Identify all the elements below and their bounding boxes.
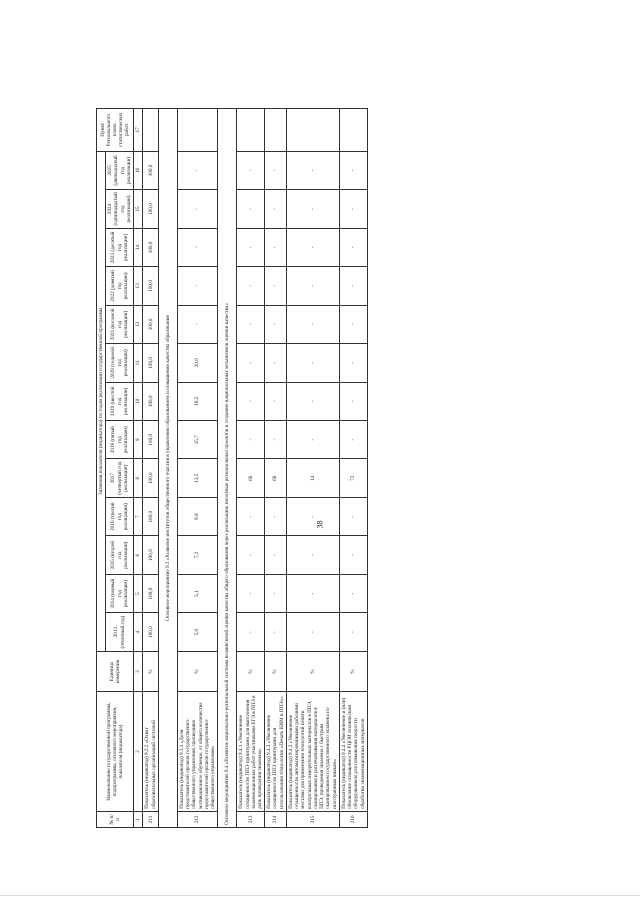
page-bottom-edge (0, 895, 640, 896)
value-cell: - (237, 382, 265, 420)
value-cell: 5,1 (177, 574, 217, 612)
table-row (286, 109, 339, 828)
value-cell: 100,0 (143, 151, 158, 190)
column-number: 4 (134, 613, 143, 651)
value-cell: 20,0 (177, 344, 217, 382)
column-number: 11 (134, 344, 143, 382)
plan-cell (339, 109, 367, 152)
value-cell: - (286, 228, 339, 266)
value-cell: - (265, 574, 287, 612)
value-cell: - (265, 613, 287, 651)
value-cell: - (237, 228, 265, 266)
rotated-table-container (96, 108, 586, 828)
table-row (237, 109, 265, 828)
section-row (218, 109, 237, 828)
plan-cell (143, 109, 158, 152)
unit-cell: % (237, 651, 265, 692)
plan-cell (177, 109, 217, 152)
column-number: 16 (134, 151, 143, 190)
column-number: 14 (134, 228, 143, 266)
value-cell: 9,9 (177, 497, 217, 535)
header-year: 2020 (седьмой год реализации) (106, 344, 134, 382)
unit-cell: % (339, 651, 367, 692)
value-cell: 13,5 (177, 459, 217, 497)
page-number: 38 (315, 520, 325, 529)
header-year: 2013 (отчетный год) (106, 613, 134, 651)
row-number: 211 (143, 811, 158, 827)
value-cell: - (339, 305, 367, 343)
value-cell: - (237, 421, 265, 459)
column-number: 17 (134, 109, 143, 152)
value-cell: 14 (286, 459, 339, 497)
value-cell: 72 (339, 459, 367, 497)
value-cell: - (339, 151, 367, 190)
value-cell: - (286, 613, 339, 651)
value-cell: 68 (265, 459, 287, 497)
header-year: 2025 (двенадцатый год реализации) (106, 151, 134, 190)
value-cell: 100,0 (143, 497, 158, 535)
column-number: 13 (134, 267, 143, 305)
indicator-name: Показатель (индикатор) 9.3.1 «Доля представителей органов государственно-общественного управления, прошедших мотивационное обучение, от общего количества представителей органов государственно-общественного управления» (177, 692, 217, 811)
table-body (143, 109, 367, 828)
column-number: 12 (134, 305, 143, 343)
header-year: 2022 (девятый год реализации) (106, 267, 134, 305)
value-cell: - (265, 267, 287, 305)
unit-cell: % (177, 651, 217, 692)
column-number: 7 (134, 497, 143, 535)
section-title: Основное мероприятие 9.3 «Развитие институтов общественного участия в управлении образованием и повышении качества образования (158, 109, 177, 828)
value-cell: 100,0 (143, 228, 158, 266)
value-cell: - (286, 344, 339, 382)
value-cell: - (265, 151, 287, 190)
section-title: Основное мероприятие 9.4 «Развитие национально-региональной системы независимой оценки качества общего образования через реализацию пилотных региональных проектов и создание национальных механизмов оценки качества» (218, 109, 237, 828)
header-year: 2021 (восьмой год реализации) (106, 305, 134, 343)
plan-cell (286, 109, 339, 152)
header-year: 2024 (одиннадцатый год реализации) (106, 190, 134, 228)
header-year: 2018 (пятый год реализации) (106, 421, 134, 459)
value-cell: - (177, 305, 217, 343)
value-cell: - (286, 305, 339, 343)
value-cell: - (339, 228, 367, 266)
value-cell: - (339, 382, 367, 420)
value-cell: - (265, 421, 287, 459)
value-cell: - (237, 536, 265, 574)
column-number: 3 (134, 651, 143, 692)
value-cell: - (339, 613, 367, 651)
table-row (265, 109, 287, 828)
row-number: 214 (265, 811, 287, 827)
value-cell: 100,0 (143, 421, 158, 459)
plan-cell (265, 109, 287, 152)
value-cell: - (177, 151, 217, 190)
value-cell: - (265, 344, 287, 382)
header-plan: Пункт Регионального плана статистических работ (97, 109, 134, 152)
value-cell: - (339, 574, 367, 612)
section-row (158, 109, 177, 828)
row-number: 212 (177, 811, 217, 827)
row-number: 216 (339, 811, 367, 827)
value-cell: - (339, 421, 367, 459)
value-cell: - (237, 497, 265, 535)
value-cell: - (339, 267, 367, 305)
value-cell: - (339, 536, 367, 574)
value-cell: - (286, 151, 339, 190)
column-number: 15 (134, 190, 143, 228)
unit-cell: % (286, 651, 339, 692)
value-cell: - (265, 536, 287, 574)
header-num: № п/п (97, 811, 134, 827)
value-cell: - (265, 382, 287, 420)
value-cell: 100,0 (143, 382, 158, 420)
indicator-table (96, 108, 368, 828)
table-row (177, 109, 217, 828)
header-year: 2016 (третий год реализации) (106, 497, 134, 535)
row-number: 215 (286, 811, 339, 827)
header-unit: Единица измерения (97, 651, 134, 692)
value-cell: - (286, 382, 339, 420)
value-cell: - (177, 228, 217, 266)
indicator-name: Показатель (индикатор) 9.4.3 «Увеличение оснащенности автоматизированными рабочими местами для применения технологий печати контрольных измерительных материалов в ППЭ, сканирования и распечатывания материалов в ППЭ, проведения экзамена с быстрым сканированием государственного экзамена по иностранным языкам» (286, 692, 339, 811)
value-cell: - (237, 344, 265, 382)
header-values-group: Значения показателя (индикатора) по годам реализации государственной программы (97, 151, 106, 651)
column-number: 5 (134, 574, 143, 612)
column-number: 9 (134, 421, 143, 459)
value-cell: 100,0 (143, 344, 158, 382)
plan-cell (237, 109, 265, 152)
header-year: 2019 (шестой год реализации) (106, 382, 134, 420)
row-number: 213 (237, 811, 265, 827)
value-cell: - (286, 497, 339, 535)
value-cell: - (265, 190, 287, 228)
indicator-name: Показатель (индикатор) 9.2.2 «Охват образовательных организаций системой (143, 692, 158, 811)
header-year: 2014 (первый год реализации) (106, 574, 134, 612)
value-cell: - (286, 574, 339, 612)
value-cell: - (237, 190, 265, 228)
value-cell: 100,0 (143, 305, 158, 343)
value-cell: - (265, 228, 287, 266)
column-number: 6 (134, 536, 143, 574)
value-cell: - (177, 267, 217, 305)
table-row (143, 109, 158, 828)
value-cell: 15,7 (177, 421, 217, 459)
header-year: 2023 (десятый год реализации) (106, 228, 134, 266)
unit-cell: % (143, 651, 158, 692)
value-cell: - (177, 190, 217, 228)
column-number: 8 (134, 459, 143, 497)
value-cell: 7,2 (177, 536, 217, 574)
value-cell: 66 (237, 459, 265, 497)
value-cell: - (339, 497, 367, 535)
value-cell: 100,0 (143, 574, 158, 612)
value-cell: - (237, 574, 265, 612)
value-cell: - (286, 421, 339, 459)
unit-cell: % (265, 651, 287, 692)
value-cell: 100,0 (143, 613, 158, 651)
column-number-row (134, 109, 143, 828)
header-name: Наименование государственной программы, подпрограммы, основного мероприятия, показателя (индикатора) (97, 692, 134, 811)
value-cell: 100,0 (143, 536, 158, 574)
value-cell: 100,0 (143, 267, 158, 305)
value-cell: 100,0 (143, 459, 158, 497)
value-cell: 5,0 (177, 613, 217, 651)
value-cell: - (339, 344, 367, 382)
column-number: 2 (134, 692, 143, 811)
value-cell: 18,2 (177, 382, 217, 420)
column-number: 10 (134, 382, 143, 420)
header-year: 2017 (четвертый год реализации) (106, 459, 134, 497)
indicator-name: Показатель (индикатор) 9.4.2 «Увеличение оснащенности ППЭ принтерами для использования технологии «Печать КИМ в ППЭ»» (265, 692, 287, 811)
value-cell: - (237, 305, 265, 343)
value-cell: - (237, 151, 265, 190)
value-cell: - (339, 190, 367, 228)
value-cell: - (237, 267, 265, 305)
value-cell: - (286, 190, 339, 228)
table-row (339, 109, 367, 828)
value-cell: - (237, 613, 265, 651)
value-cell: - (286, 267, 339, 305)
value-cell: - (286, 536, 339, 574)
indicator-name: Показатель (индикатор) 9.4.1 «Увеличение оснащенности ППЭ принтерами для выполнения экзаменационных работ участниками ЕГЭ в ППЭ в день проведения экзамена» (237, 692, 265, 811)
value-cell: 100,0 (143, 190, 158, 228)
value-cell: - (265, 497, 287, 535)
value-cell: - (265, 305, 287, 343)
column-number: 1 (134, 811, 143, 827)
indicator-name: Показатель (индикатор) 9.4.4 «Увеличение и (или) обновление оснащенности РЦОИ техническим оборудованием для повышения скорости обработки экзаменационных материалов (339, 692, 367, 811)
header-year: 2015 (второй год реализации) (106, 536, 134, 574)
